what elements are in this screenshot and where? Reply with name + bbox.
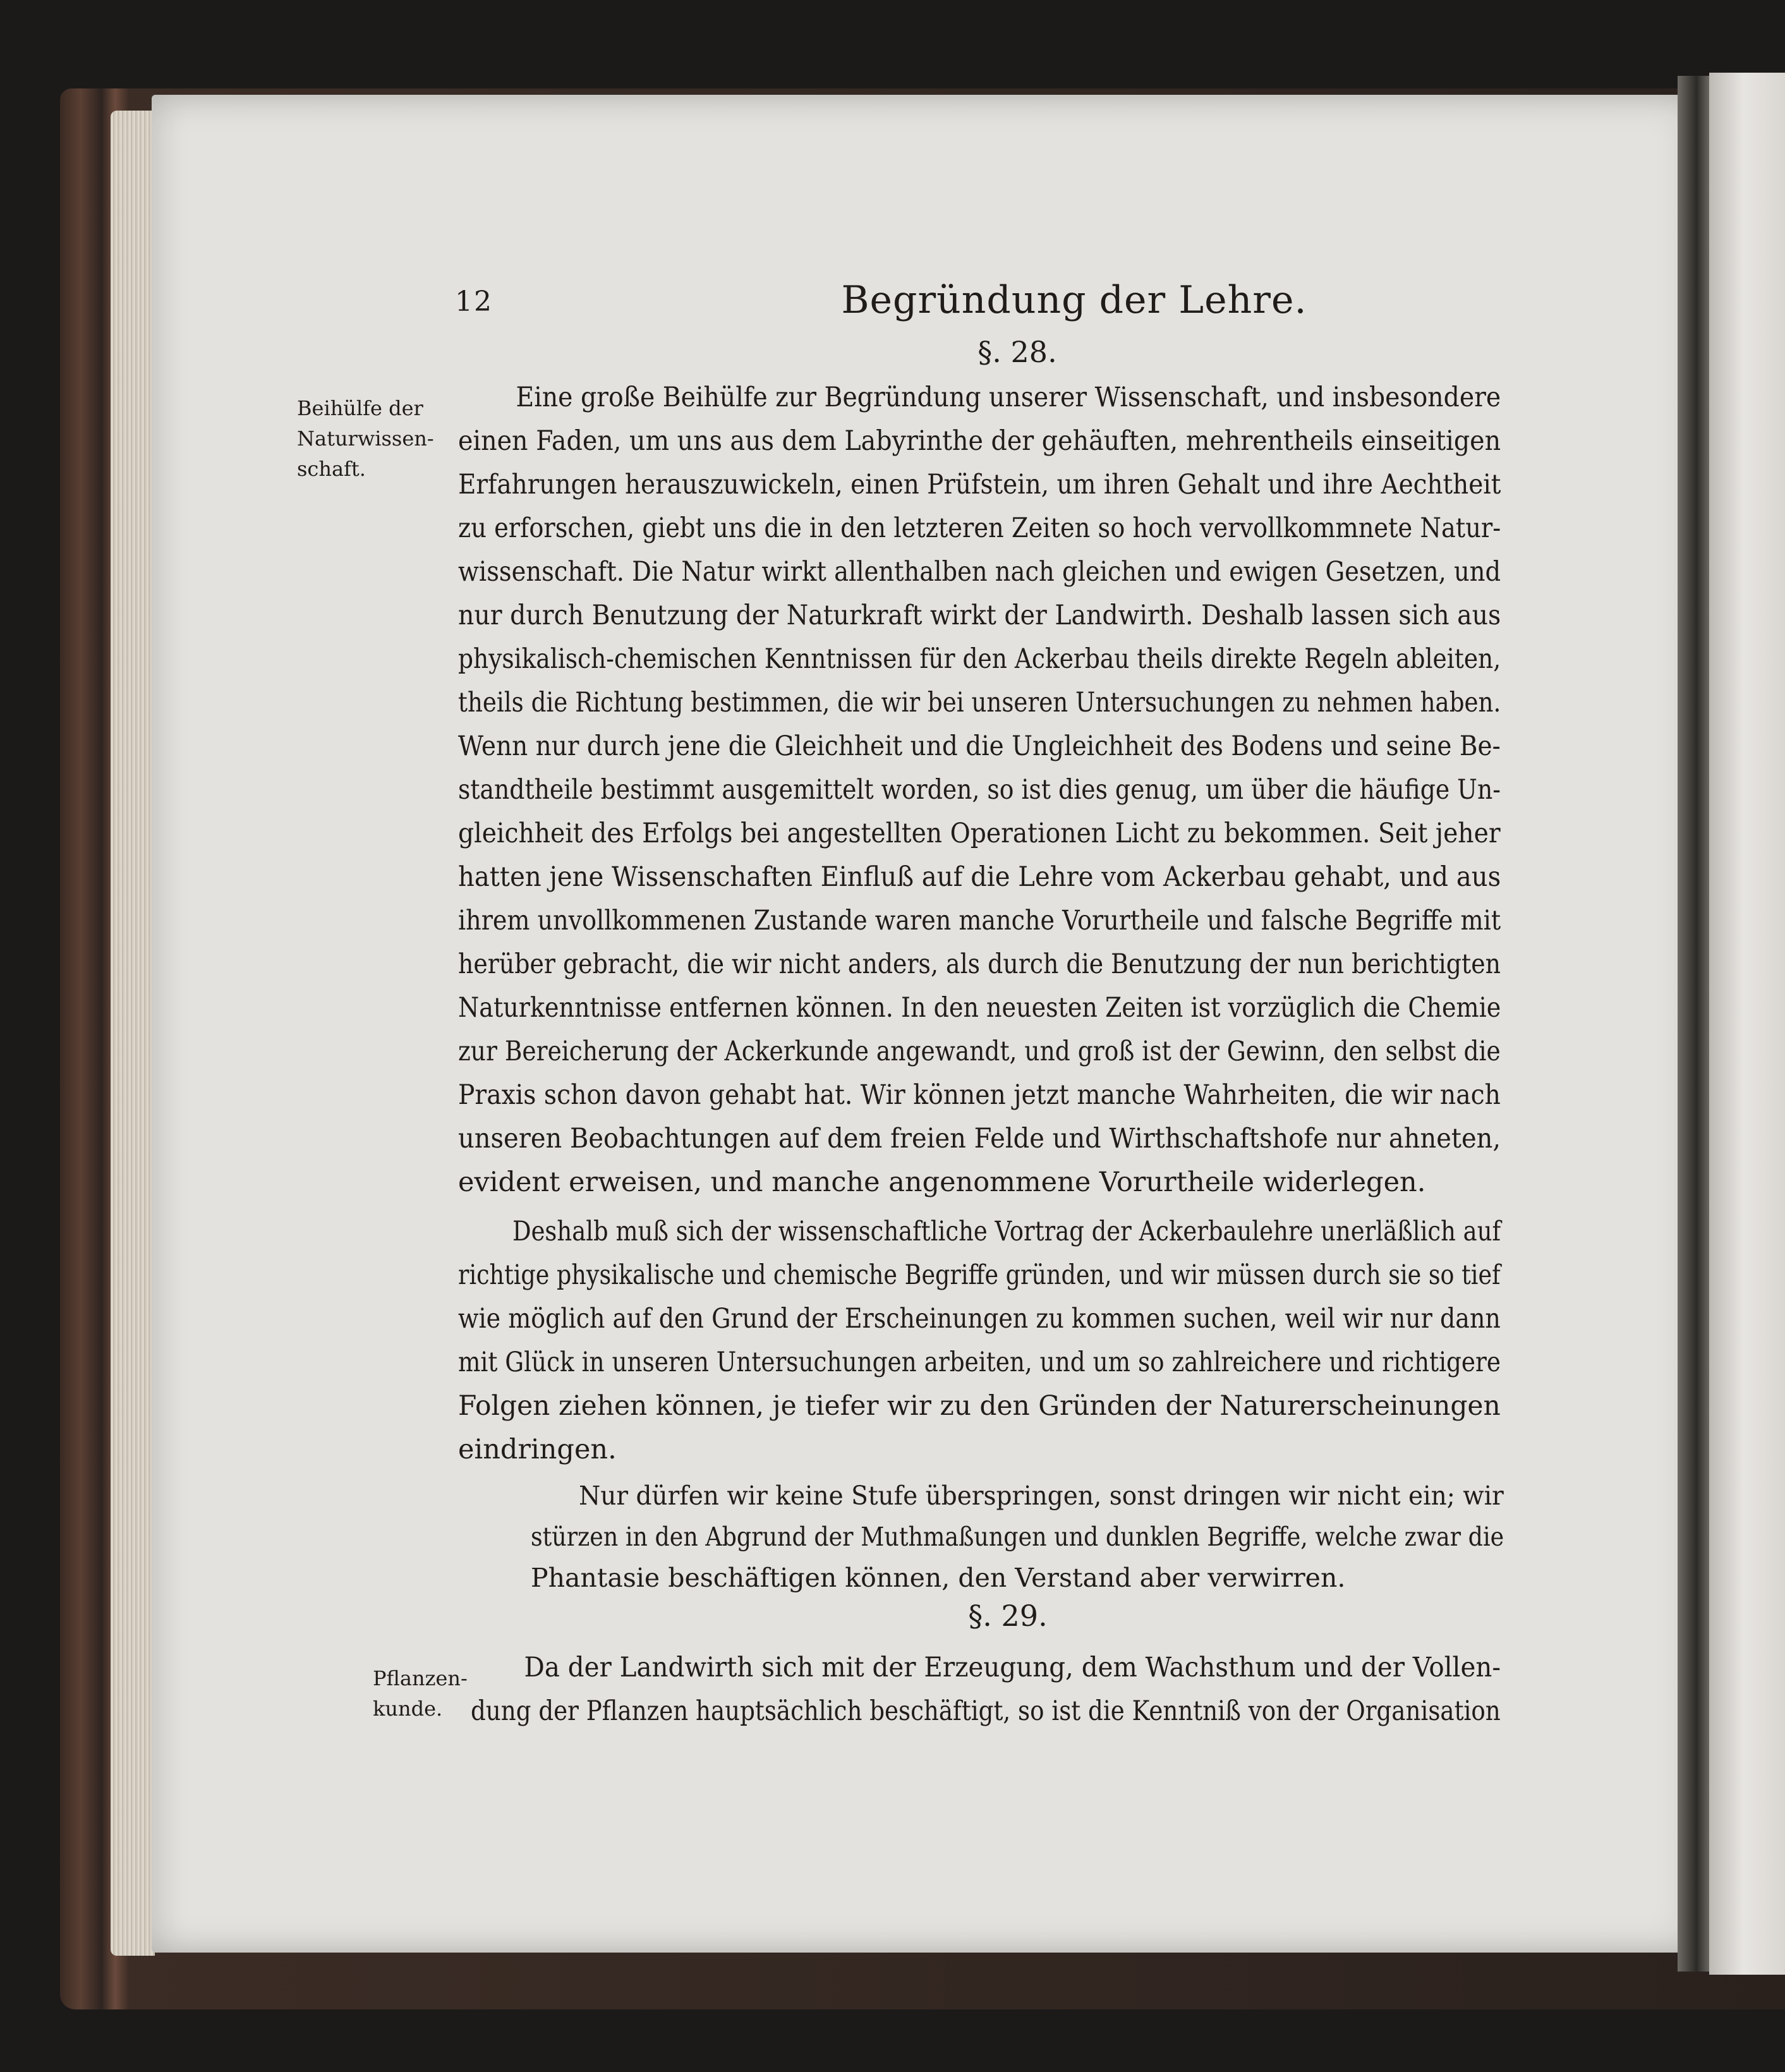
text-line: Wenn nur durch jene die Gleichheit und die Ungleichheit des Bodens und seine Be- [458, 730, 1501, 762]
paragraph-28-2 [458, 1210, 1501, 1472]
text-line: unseren Beobachtungen auf dem freien Felde und Wirthschaftshofe nur ahneten, [458, 1123, 1501, 1154]
text-line: Folgen ziehen können, je tiefer wir zu den Gründen der Naturerscheinungen [458, 1390, 1501, 1422]
text-line: Phantasie beschäftigen können, den Verstand aber verwirren. [531, 1563, 1346, 1593]
text-line: wissenschaft. Die Natur wirkt allenthalben nach gleichen und ewigen Gesetzen, und [458, 556, 1501, 588]
text-line: mit Glück in unseren Untersuchungen arbeiten, und um so zahlreichere und richtigere [458, 1347, 1501, 1378]
text-line: zur Bereicherung der Ackerkunde angewandt, und groß ist der Gewinn, den selbst die [458, 1036, 1501, 1067]
text-line: Erfahrungen herauszuwickeln, einen Prüfstein, um ihren Gehalt und ihre Aechtheit [458, 469, 1501, 500]
margin-note-line: Pflanzen- [373, 1666, 468, 1690]
margin-note-29 [373, 1663, 480, 1724]
text-line: richtige physikalische und chemische Begriffe gründen, und wir müssen durch sie so tief [458, 1259, 1501, 1291]
text-line: Eine große Beihülfe zur Begründung unserer Wissenschaft, und insbesondere [516, 382, 1501, 413]
text-line: hatten jene Wissenschaften Einfluß auf die Lehre vom Ackerbau gehabt, und aus [458, 861, 1501, 893]
text-line: eindringen. [458, 1434, 617, 1465]
paragraph-28-note [531, 1475, 1504, 1599]
text-line: standtheile bestimmt ausgemittelt worden, so ist dies genug, um über die häufige Un- [458, 774, 1501, 806]
text-line: ihrem unvollkommenen Zustande waren manche Vorurtheile und falsche Begriffe mit [458, 905, 1501, 936]
text-line: Nur dürfen wir keine Stufe überspringen, sonst dringen wir nicht ein; wir [579, 1481, 1504, 1511]
text-line: Praxis schon davon gehabt hat. Wir können jetzt manche Wahrheiten, die wir nach [458, 1079, 1501, 1111]
page-header [455, 278, 1655, 329]
paragraph-28-1 [458, 376, 1501, 1204]
section-mark-29: §. 29. [968, 1599, 1048, 1633]
text-line: einen Faden, um uns aus dem Labyrinthe der gehäuften, mehrentheils einseitigen [458, 425, 1501, 457]
paragraph-29-1 [471, 1646, 1501, 1733]
text-line: zu erforschen, giebt uns die in den letzteren Zeiten so hoch vervollkommnete Natur- [458, 512, 1501, 544]
running-title: Begründung der Lehre. [841, 278, 1307, 322]
text-line: stürzen in den Abgrund der Muthmaßungen und dunklen Begriffe, welche zwar die [531, 1522, 1504, 1552]
text-line: dung der Pflanzen hauptsächlich beschäftigt, so ist die Kenntniß von der Organisation [471, 1695, 1501, 1727]
facing-page-edge [1709, 73, 1785, 1975]
text-line: Da der Landwirth sich mit der Erzeugung, dem Wachsthum und der Vollen- [524, 1652, 1501, 1683]
text-line: wie möglich auf den Grund der Erscheinungen zu kommen suchen, weil wir nur dann [458, 1303, 1501, 1335]
text-line: theils die Richtung bestimmen, die wir bei unseren Untersuchungen zu nehmen haben. [458, 687, 1501, 718]
margin-note-28 [297, 393, 461, 484]
text-line: gleichheit des Erfolgs bei angestellten Operationen Licht zu bekommen. Seit jeher [458, 818, 1501, 849]
section-mark-28: §. 28. [977, 335, 1057, 369]
text-line: Deshalb muß sich der wissenschaftliche Vortrag der Ackerbaulehre unerläßlich auf [512, 1216, 1501, 1247]
text-line: nur durch Benutzung der Naturkraft wirkt der Landwirth. Deshalb lassen sich aus [458, 600, 1501, 631]
page-edges [111, 111, 155, 1956]
text-line: Naturkenntnisse entfernen können. In den neuesten Zeiten ist vorzüglich die Chemie [458, 992, 1501, 1024]
text-line: physikalisch-chemischen Kenntnissen für den Ackerbau theils direkte Regeln ableiten, [458, 643, 1501, 675]
margin-note-line: schaft. [297, 457, 366, 481]
margin-note-line: kunde. [373, 1697, 443, 1721]
text-line: evident erweisen, und manche angenommene Vorurtheile widerlegen. [458, 1166, 1426, 1198]
margin-note-line: Beihülfe der [297, 396, 423, 420]
margin-note-line: Naturwissen- [297, 427, 434, 451]
page-number: 12 [455, 286, 493, 318]
text-line: herüber gebracht, die wir nicht anders, als durch die Benutzung der nun berichtigten [458, 948, 1501, 980]
